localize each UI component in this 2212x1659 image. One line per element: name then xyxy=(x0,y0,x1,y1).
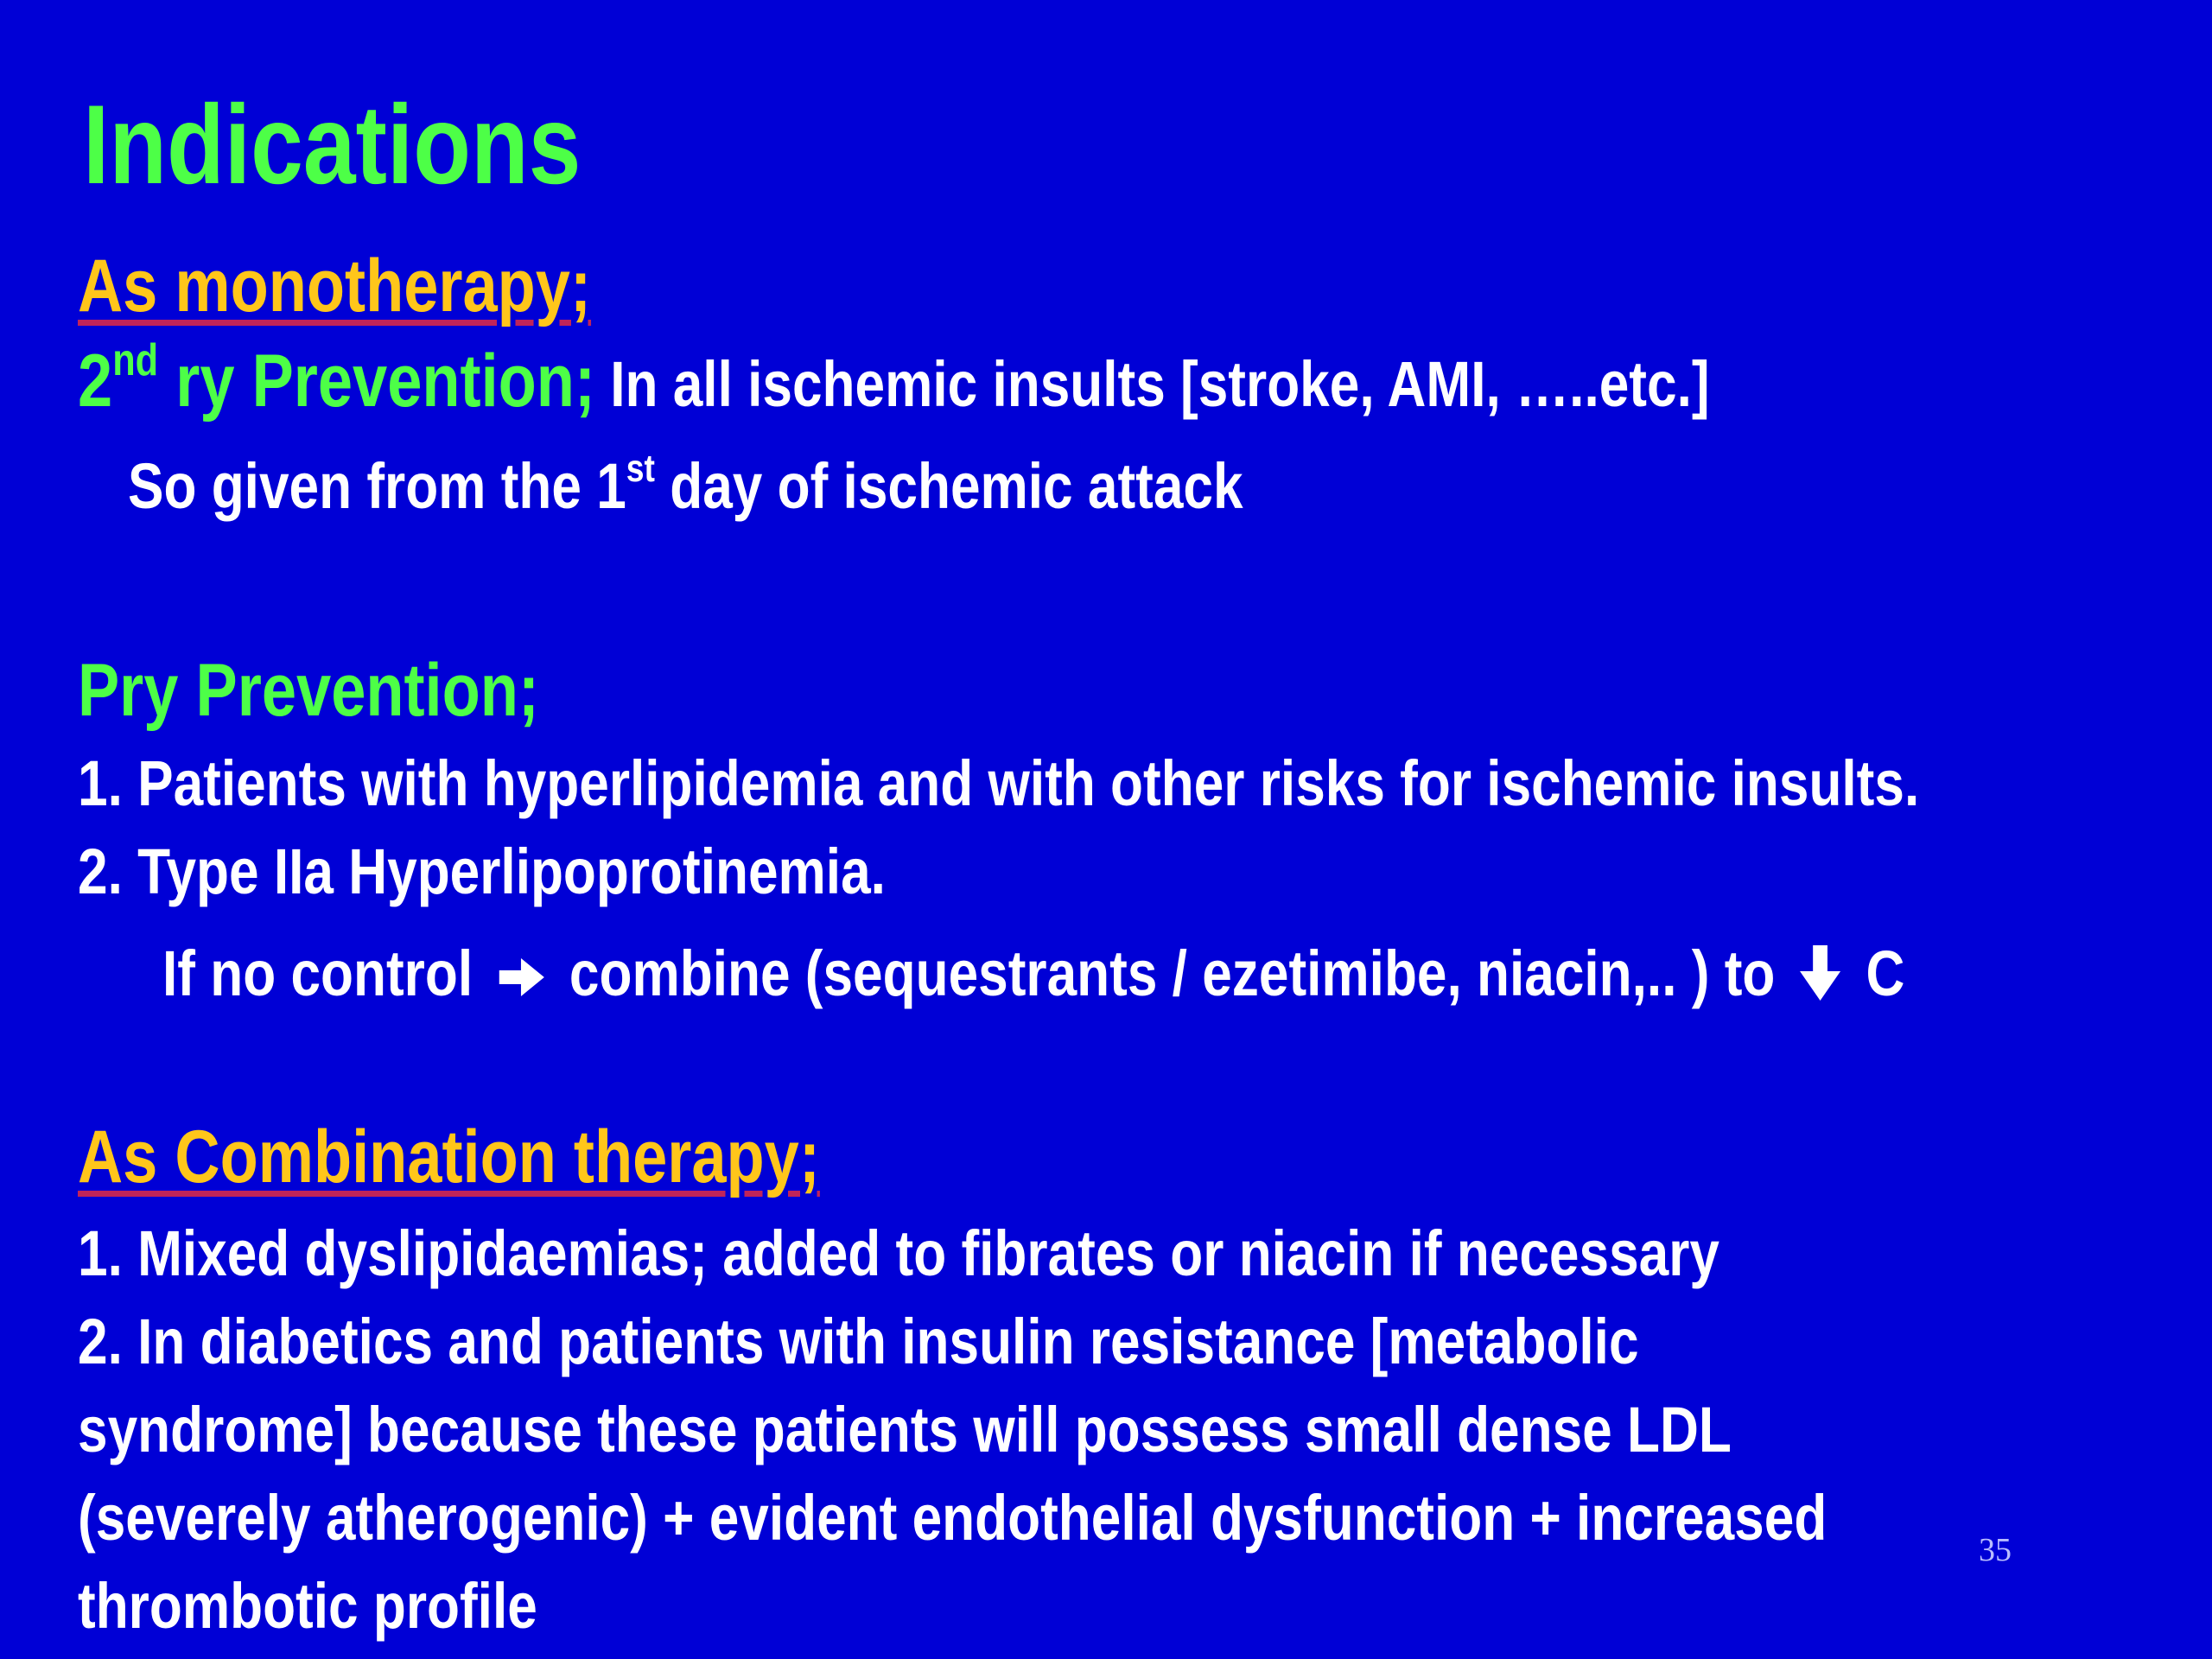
down-arrow-icon xyxy=(1797,942,1844,1014)
primary-prevention-label: Pry Prevention; xyxy=(78,649,539,732)
primary-prevention-note: If no control combine (sequestrants / ezetimibe, niacin,.. ) to C xyxy=(162,942,2212,1014)
slide-title: Indications xyxy=(83,81,582,207)
primary-prevention-item-1: 1. Patients with hyperlipidemia and with other risks for ischemic insults. xyxy=(78,747,1920,819)
combination-heading: As Combination therapy; xyxy=(78,1116,820,1198)
page-number: 35 xyxy=(1979,1532,2012,1568)
combination-item-2-line-2: syndrome] because these patients will possess small dense LDL xyxy=(78,1394,1732,1465)
combination-item-2-line-4: thrombotic profile xyxy=(78,1570,537,1642)
secondary-prevention-line xyxy=(78,334,2020,423)
combination-item-2-line-3: (severely atherogenic) + evident endothelial dysfunction + increased xyxy=(78,1482,1827,1554)
secondary-prevention-note: So given from the 1st day of ischemic attack xyxy=(128,447,1243,522)
right-arrow-icon xyxy=(495,946,547,1010)
combination-item-2-line-1: 2. In diabetics and patients with insulin resistance [metabolic xyxy=(78,1306,1639,1377)
combination-item-1: 1. Mixed dyslipidaemias; added to fibrates or niacin if necessary xyxy=(78,1217,1719,1289)
secondary-prevention-text: In all ischemic insults [stroke, AMI, …..etc.] xyxy=(594,348,1710,420)
monotherapy-heading: As monotherapy; xyxy=(78,245,592,327)
secondary-prevention-label: 2nd ry Prevention; xyxy=(78,334,595,423)
primary-prevention-item-2: 2. Type IIa Hyperlipoprotinemia. xyxy=(78,836,886,907)
